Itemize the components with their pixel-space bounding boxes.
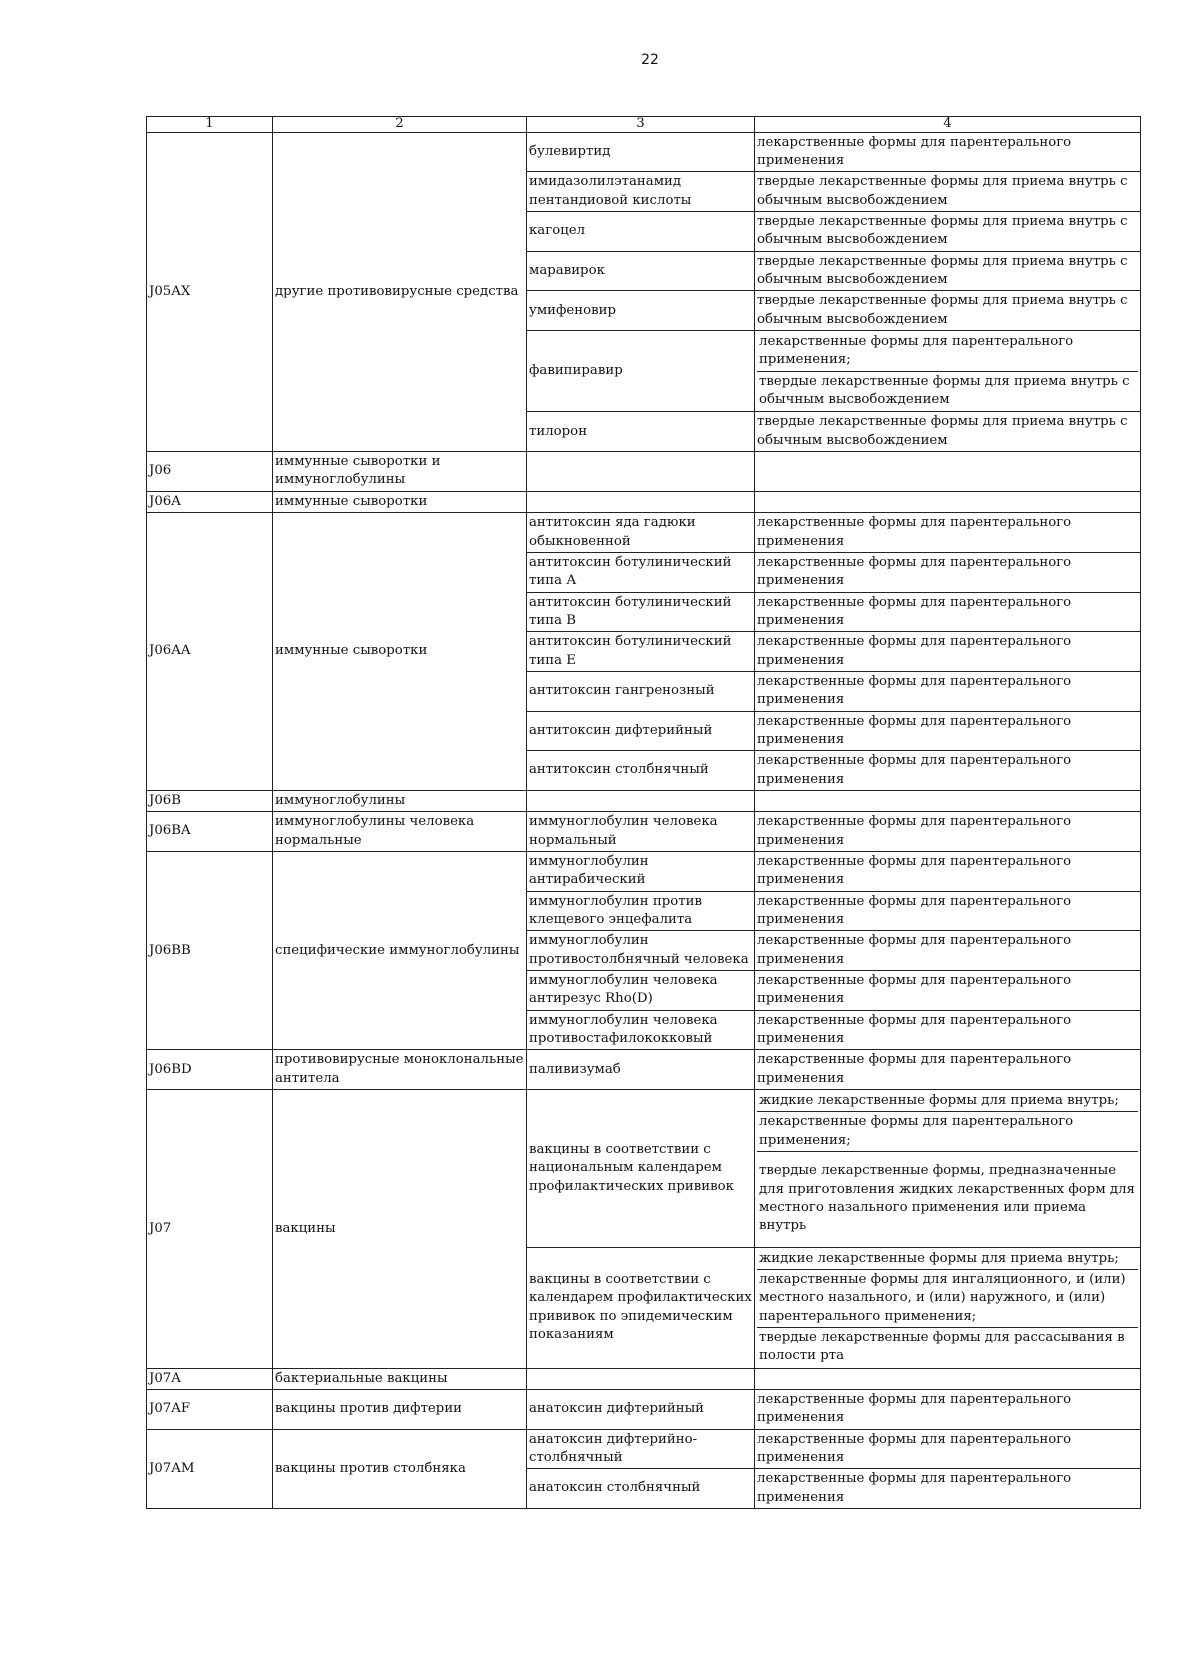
group-name-cell: вакцины против столбняка [273, 1429, 527, 1508]
drug-name-cell: маравирок [527, 251, 755, 291]
dosage-form-item: жидкие лекарственные формы для приема внутрь; [759, 1250, 1119, 1266]
table-row [147, 452, 1141, 492]
header-col-1: 1 [147, 117, 273, 133]
dosage-form-cell: твердые лекарственные формы для приема внутрь с обычным высвобождением [755, 172, 1141, 212]
table-row [147, 852, 1141, 892]
table-row [147, 1389, 1141, 1429]
dosage-form-cell: лекарственные формы для парентерального применения [755, 1389, 1141, 1429]
dosage-form-cell: лекарственные формы для парентерального применения [755, 592, 1141, 632]
atc-code-cell: J06B [147, 790, 273, 811]
group-name-cell: иммуноглобулины человека нормальные [273, 812, 527, 852]
drug-name-cell: иммуноглобулин против клещевого энцефалита [527, 891, 755, 931]
dosage-form-cell: твердые лекарственные формы для приема внутрь с обычным высвобождением [755, 212, 1141, 252]
atc-code-cell: J06A [147, 491, 273, 512]
group-name-cell: иммунные сыворотки и иммуноглобулины [273, 452, 527, 492]
drug-name-cell: паливизумаб [527, 1050, 755, 1090]
dosage-form-cell: лекарственные формы для парентерального применения [755, 852, 1141, 892]
table-row [147, 491, 1141, 512]
dosage-forms-cell [755, 1247, 1141, 1368]
drug-name-cell [527, 790, 755, 811]
drug-name-cell: иммуноглобулин человека антирезус Rho(D) [527, 971, 755, 1011]
group-name-cell: вакцины против дифтерии [273, 1389, 527, 1429]
group-name-cell: иммунные сыворотки [273, 491, 527, 512]
atc-code-cell: J06BA [147, 812, 273, 852]
drug-name-cell: антитоксин ботулинический типа Е [527, 632, 755, 672]
table-body [147, 132, 1141, 1508]
drug-name-cell: иммуноглобулин антирабический [527, 852, 755, 892]
dosage-form-cell: лекарственные формы для парентерального применения [755, 812, 1141, 852]
dosage-forms-cell [755, 331, 1141, 412]
atc-code-cell: J07AF [147, 1389, 273, 1429]
drug-name-cell: антитоксин ботулинический типа В [527, 592, 755, 632]
drug-name-cell: вакцины в соответствии с календарем профилактических прививок по эпидемическим показаниям [527, 1247, 755, 1368]
drug-name-cell: имидазолилэтанамид пентандиовой кислоты [527, 172, 755, 212]
group-name-cell: иммунные сыворотки [273, 513, 527, 791]
atc-code-cell: J07AM [147, 1429, 273, 1508]
drug-name-cell [527, 491, 755, 512]
dosage-form-item: твердые лекарственные формы, предназначенные для приготовления жидких лекарственных форм для местного назального применения или приема внутрь [757, 1151, 1138, 1245]
drug-name-cell: анатоксин дифтерийно-столбнячный [527, 1429, 755, 1469]
header-col-4: 4 [755, 117, 1141, 133]
table-row [147, 812, 1141, 852]
header-row [147, 117, 1141, 133]
dosage-form-item: лекарственные формы для ингаляционного, и (или) местного назального, и (или) наружного, и (или) парентерального применения; [757, 1269, 1138, 1327]
dosage-form-cell: лекарственные формы для парентерального применения [755, 751, 1141, 791]
dosage-form-item: жидкие лекарственные формы для приема внутрь; [759, 1093, 1119, 1109]
dosage-form-cell: лекарственные формы для парентерального применения [755, 931, 1141, 971]
dosage-form-cell: лекарственные формы для парентерального применения [755, 1010, 1141, 1050]
dosage-form-cell: лекарственные формы для парентерального применения [755, 671, 1141, 711]
dosage-form-cell: твердые лекарственные формы для приема внутрь с обычным высвобождением [755, 251, 1141, 291]
table-row [147, 1368, 1141, 1389]
drug-name-cell: антитоксин столбнячный [527, 751, 755, 791]
dosage-form-cell [755, 491, 1141, 512]
table-row [147, 132, 1141, 172]
group-name-cell: специфические иммуноглобулины [273, 852, 527, 1050]
dosage-form-cell: лекарственные формы для парентерального применения [755, 711, 1141, 751]
dosage-form-cell [755, 1368, 1141, 1389]
dosage-form-cell: твердые лекарственные формы для приема внутрь с обычным высвобождением [755, 291, 1141, 331]
drug-name-cell: анатоксин столбнячный [527, 1469, 755, 1509]
table-row [147, 790, 1141, 811]
header-col-3: 3 [527, 117, 755, 133]
dosage-form-item: твердые лекарственные формы для рассасывания в полости рта [757, 1327, 1138, 1367]
group-name-cell: бактериальные вакцины [273, 1368, 527, 1389]
drug-name-cell: булевиртид [527, 132, 755, 172]
page-number: 22 [641, 52, 659, 68]
table-row [147, 1090, 1141, 1247]
drug-name-cell: кагоцел [527, 212, 755, 252]
drug-name-cell: антитоксин ботулинический типа А [527, 552, 755, 592]
drug-name-cell: иммуноглобулин человека нормальный [527, 812, 755, 852]
drug-name-cell: антитоксин гангренозный [527, 671, 755, 711]
dosage-form-cell: лекарственные формы для парентерального применения [755, 632, 1141, 672]
atc-code-cell: J06 [147, 452, 273, 492]
table-row [147, 1429, 1141, 1469]
drug-name-cell [527, 1368, 755, 1389]
atc-code-cell: J06BD [147, 1050, 273, 1090]
drug-name-cell: иммуноглобулин противостолбнячный человека [527, 931, 755, 971]
dosage-form-cell: лекарственные формы для парентерального применения [755, 552, 1141, 592]
dosage-form-cell: лекарственные формы для парентерального применения [755, 513, 1141, 553]
atc-code-cell: J07 [147, 1090, 273, 1368]
atc-code-cell: J06AA [147, 513, 273, 791]
atc-code-cell: J07A [147, 1368, 273, 1389]
dosage-form-cell: лекарственные формы для парентерального применения [755, 1469, 1141, 1509]
group-name-cell: вакцины [273, 1090, 527, 1368]
drug-name-cell: тилорон [527, 412, 755, 452]
dosage-form-cell: лекарственные формы для парентерального применения [755, 1429, 1141, 1469]
drug-name-cell: вакцины в соответствии с национальным календарем профилактических прививок [527, 1090, 755, 1247]
header-col-2: 2 [273, 117, 527, 133]
dosage-form-cell: лекарственные формы для парентерального применения [755, 1050, 1141, 1090]
dosage-form-item: твердые лекарственные формы для приема внутрь с обычным высвобождением [757, 371, 1138, 411]
dosage-form-item: лекарственные формы для парентерального применения; [759, 334, 1074, 368]
group-name-cell: иммуноглобулины [273, 790, 527, 811]
table-row [147, 513, 1141, 553]
group-name-cell: противовирусные моноклональные антитела [273, 1050, 527, 1090]
dosage-form-cell: лекарственные формы для парентерального применения [755, 132, 1141, 172]
dosage-forms-cell [755, 1090, 1141, 1247]
dosage-form-item: лекарственные формы для парентерального применения; [757, 1111, 1138, 1151]
group-name-cell: другие противовирусные средства [273, 132, 527, 452]
drug-name-cell [527, 452, 755, 492]
dosage-form-cell: лекарственные формы для парентерального применения [755, 891, 1141, 931]
atc-code-cell: J06BB [147, 852, 273, 1050]
drug-name-cell: антитоксин дифтерийный [527, 711, 755, 751]
drug-name-cell: анатоксин дифтерийный [527, 1389, 755, 1429]
drug-name-cell: умифеновир [527, 291, 755, 331]
drug-name-cell: антитоксин яда гадюки обыкновенной [527, 513, 755, 553]
drug-table [146, 116, 1141, 1509]
atc-code-cell: J05AX [147, 132, 273, 452]
dosage-form-cell: лекарственные формы для парентерального применения [755, 971, 1141, 1011]
drug-name-cell: иммуноглобулин человека противостафилококковый [527, 1010, 755, 1050]
dosage-form-cell [755, 452, 1141, 492]
dosage-form-cell: твердые лекарственные формы для приема внутрь с обычным высвобождением [755, 412, 1141, 452]
drug-name-cell: фавипиравир [527, 331, 755, 412]
dosage-form-cell [755, 790, 1141, 811]
table-row [147, 1050, 1141, 1090]
